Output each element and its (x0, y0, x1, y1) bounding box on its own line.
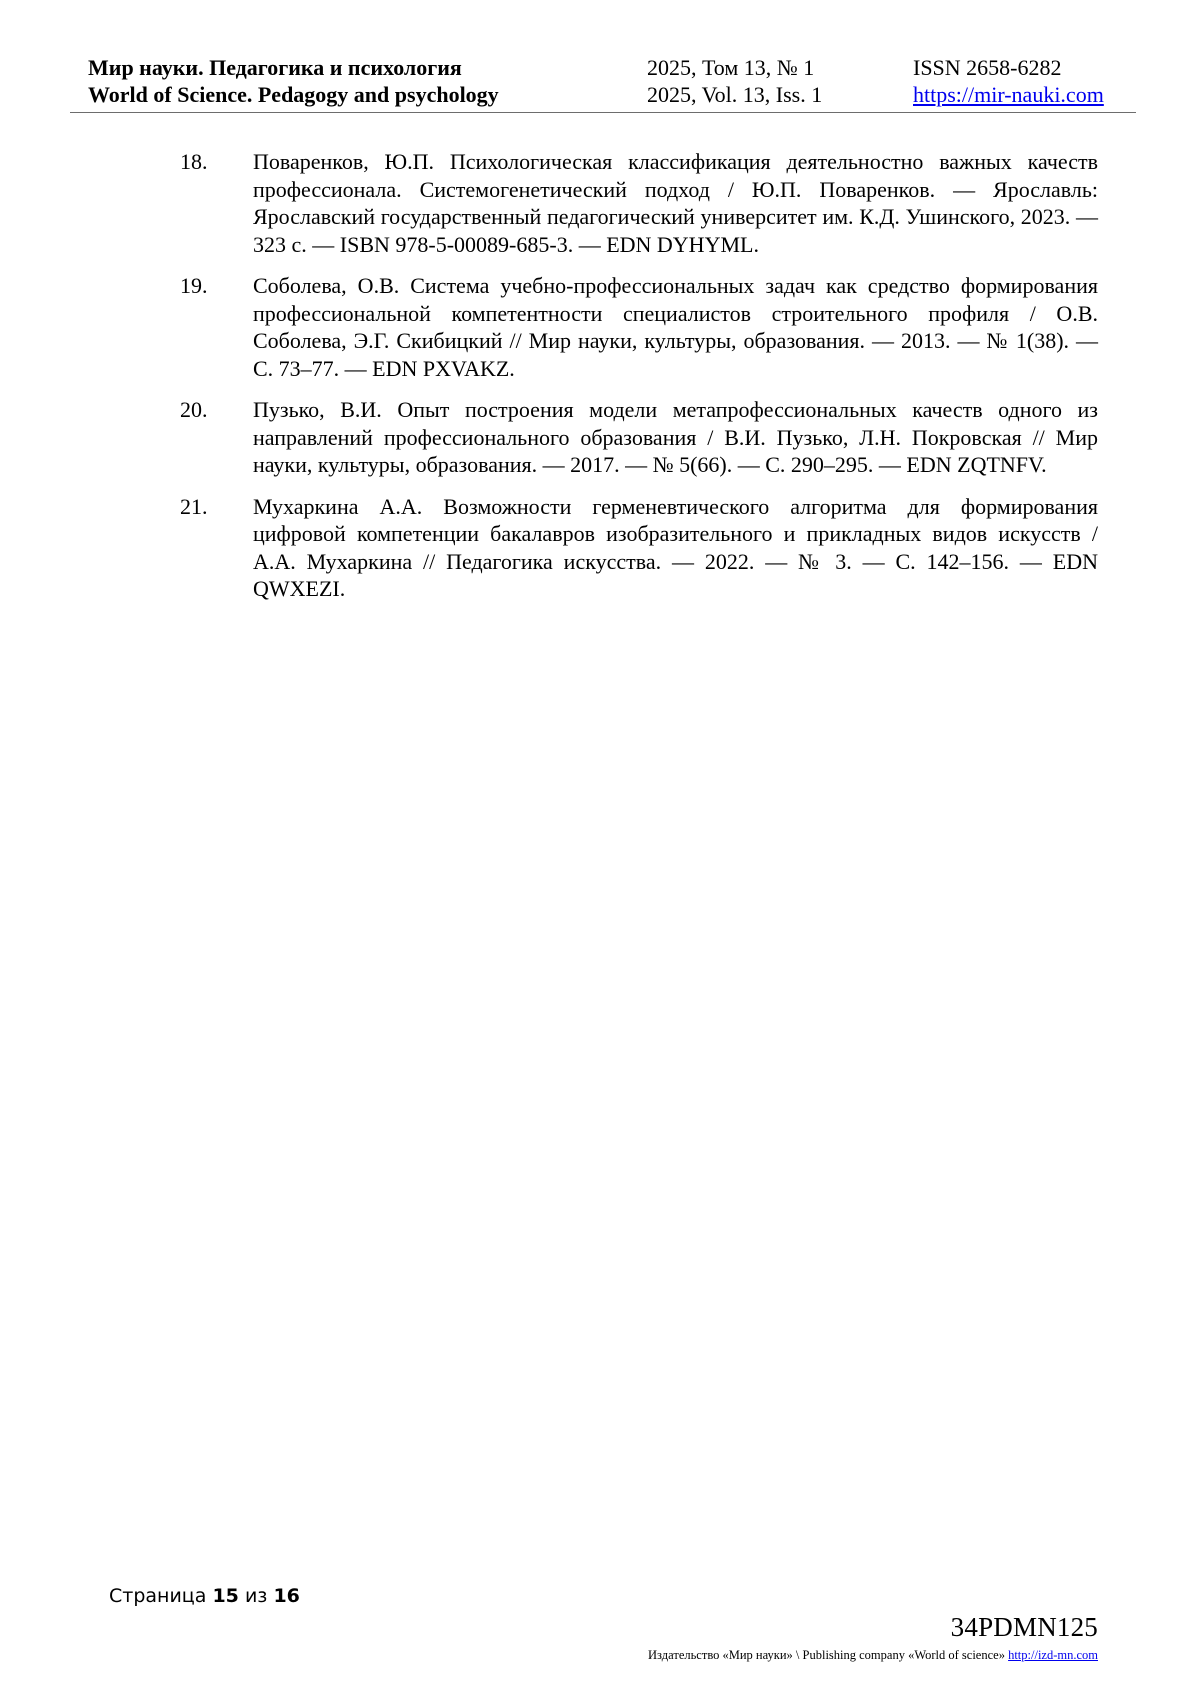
page-header (70, 54, 1136, 113)
issue-ru: 2025, Том 13, № 1 (647, 55, 815, 80)
reference-number: 20. (180, 397, 208, 422)
issn-block (913, 54, 1104, 108)
article-code: 34PDMN125 (950, 1612, 1098, 1642)
journal-title-block (88, 54, 499, 108)
reference-number: 18. (180, 149, 208, 174)
of-word: из (244, 1585, 268, 1607)
publisher-text: Издательство «Мир науки» \ Publishing company «World of science» (648, 1648, 1005, 1662)
page-total: 16 (273, 1585, 300, 1607)
publisher-line (648, 1648, 1098, 1663)
reference-text: Пузько, В.И. Опыт построения модели метапрофессиональных качеств одного из направлений профессионального образования / В.И. Пузько, Л.Н. Покровская // Мир науки, культуры, образования. — 2017. — № 5(66). — С. 290–295. — EDN ZQTNFV. (253, 397, 1098, 477)
reference-item (180, 396, 1098, 479)
reference-text: Мухаркина А.А. Возможности герменевтического алгоритма для формирования цифровой компетенции бакалавров изобразительного и прикладных видов искусств / А.А. Мухаркина // Педагогика искусства. — 2022. — № 3. — С. 142–156. — EDN QWXEZI. (253, 493, 1098, 601)
issue-en: 2025, Vol. 13, Iss. 1 (647, 82, 823, 107)
page-word: Страница (109, 1585, 207, 1607)
reference-number: 19. (180, 273, 208, 298)
reference-item (180, 148, 1098, 258)
issue-block (647, 54, 822, 108)
reference-text: Соболева, О.В. Система учебно-профессиональных задач как средство формирования профессиональной компетентности специалистов строительного профиля / О.В. Соболева, Э.Г. Скибицкий // Мир науки, культуры, образования. — 2013. — № 1(38). — С. 73–77. — EDN PXVAKZ. (253, 273, 1098, 381)
page-counter (109, 1585, 300, 1607)
reference-list (180, 148, 1098, 617)
reference-text: Поваренков, Ю.П. Психологическая классификация деятельностно важных качеств профессионала. Системогенетический подход / Ю.П. Поваренков. — Ярославль: Ярославский государственный педагогический университет им. К.Д. Ушинского, 2023. — 323 с. — ISBN 978-5-00089-685-3. — EDN DYHYML. (253, 149, 1098, 257)
reference-item (180, 272, 1098, 382)
journal-url-link[interactable]: https://mir-nauki.com (913, 82, 1104, 107)
reference-item (180, 493, 1098, 603)
reference-number: 21. (180, 493, 208, 519)
journal-title-en: World of Science. Pedagogy and psychology (88, 82, 499, 107)
journal-title-ru: Мир науки. Педагогика и психология (88, 55, 462, 80)
publisher-url-link[interactable]: http://izd-mn.com (1008, 1648, 1098, 1662)
issn: ISSN 2658-6282 (913, 55, 1062, 80)
page-current: 15 (212, 1585, 239, 1607)
